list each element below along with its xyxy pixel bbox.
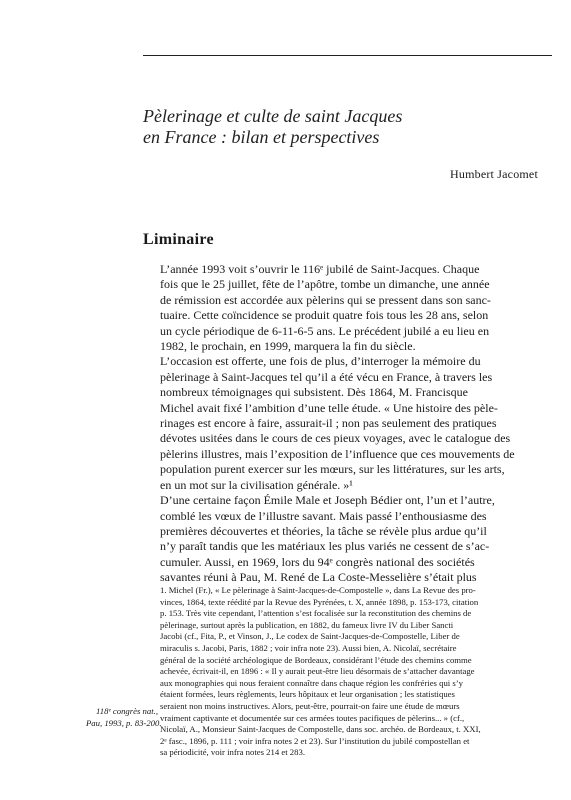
margin-citation-line-2: Pau, 1993, p. 83-200. — [86, 717, 162, 728]
body-text — [160, 262, 545, 586]
margin-citation-line-1: 118ᵉ congrès nat., — [96, 706, 158, 716]
footnote-line: seraient non moins instructives. Alors, peut-être, pourrait-on faire une étude de mœurs — [160, 700, 460, 711]
body-line: en un mot sur la civilisation générale. »¹ — [160, 477, 353, 492]
footnote-line: aux monographies qui nous feraient connaître dans chaque région les confréries qui s’y — [160, 677, 463, 688]
body-line: L’occasion est offerte, une fois de plus, d’interroger la mémoire du — [160, 354, 481, 369]
footnote-line: pèlerinage, surtout après la publication, en 1882, du fameux livre IV du Liber Sancti — [160, 619, 454, 630]
margin-citation — [86, 706, 162, 729]
body-line: de rémission est accordée aux pèlerins qui se pressent dans son sanc- — [160, 292, 491, 307]
footnote-line: p. 153. Très vite cependant, l’attention s’est focalisée sur la reconstitution des chemins de — [160, 608, 472, 619]
author-name: Humbert Jacomet — [450, 167, 538, 181]
body-line: population purent exercer sur les mœurs, sur les littératures, sur les arts, — [160, 462, 505, 477]
footnote-line: 2ᵉ fasc., 1896, p. 111 ; voir infra notes 2 et 23). Sur l’institution du jubilé compostellan et — [160, 735, 470, 746]
body-line: pèlerinage à Saint-Jacques tel qu’il a été vécu en France, à travers les — [160, 369, 493, 384]
body-line: savantes réuni à Pau, M. René de La Coste-Messelière s’était plus — [160, 570, 477, 585]
body-line: L’année 1993 voit s’ouvrir le 116ᵉ jubilé de Saint-Jacques. Chaque — [160, 262, 480, 276]
title-line-2: en France : bilan et perspectives — [143, 127, 380, 147]
footnote-line: 1. Michel (Fr.), « Le pèlerinage à Saint-Jacques-de-Compostelle », dans La Revue des pro- — [160, 585, 476, 595]
body-line: cumuler. Aussi, en 1969, lors du 94ᵉ congrès national des sociétés — [160, 554, 475, 569]
footnote-line: Nicolaï, A., Monsieur Saint-Jacques de Compostelle, dans soc. archéo. de Bordeaux, t. XXI, — [160, 724, 481, 735]
article-title — [143, 106, 543, 148]
footnote-line: vinces, 1864, texte réédité par la Revue des Pyrénées, t. X, année 1898, p. 153-173, citation — [160, 596, 479, 607]
header-rule — [143, 55, 552, 56]
footnote-line: vraiment captivante et documentée sur ces armées toutes pacifiques de pèlerins... » (cf., — [160, 712, 465, 723]
body-line: rinages est encore à faire, assurait-il ; non pas seulement des pratiques — [160, 416, 497, 431]
body-line: n’y paraît tandis que les matériaux les plus variés ne cessent de s’ac- — [160, 539, 490, 554]
body-line: dévotes usitées dans le cours de ces pieux voyages, avec le catalogue des — [160, 431, 511, 446]
body-line: Michel avait fixé l’ambition d’une telle étude. « Une histoire des pèle- — [160, 400, 498, 415]
body-line: nombreux témoignages qui subsistent. Dès 1864, M. Francisque — [160, 385, 468, 400]
footnote-line: achevée, écrivait-il, en 1896 : « Il y aurait peut-être lieu désormais de s’attacher davantage — [160, 666, 475, 677]
footnotes — [160, 585, 545, 759]
footnote-line: miraculis s. Jacobi, Paris, 1882 ; voir infra note 23). Aussi bien, A. Nicolaï, secrétaire — [160, 642, 457, 653]
body-line: pèlerins illustres, mais l’exposition de l’influence que ces mouvements de — [160, 446, 515, 461]
footnote-line: étaient formées, leurs règlements, leurs hôpitaux et leur organisation ; les statistiques — [160, 689, 455, 700]
body-line: premières découvertes et théories, la tâche se révèle plus ardue qu’il — [160, 523, 487, 538]
body-line: fois que le 25 juillet, fête de l’apôtre, tombe un dimanche, une année — [160, 277, 490, 292]
section-heading: Liminaire — [143, 231, 214, 248]
body-line: tuaire. Cette coïncidence se produit quatre fois tous les 28 ans, selon — [160, 308, 489, 323]
footnote-line: Jacobi (cf., Fita, P., et Vinson, J., Le codex de Saint-Jacques-de-Compostelle, Liber de — [160, 631, 460, 642]
body-line: comblé les vœux de l’illustre savant. Mais passé l’enthousiasme des — [160, 508, 487, 523]
footnote-line: général de la société archéologique de Bordeaux, considérant l’étude des chemins comme — [160, 654, 472, 665]
title-line-1: Pèlerinage et culte de saint Jacques — [143, 106, 403, 126]
footnote-line: sa périodicité, voir infra notes 214 et 283. — [160, 747, 305, 758]
body-line: un cycle périodique de 6-11-6-5 ans. Le précédent jubilé a eu lieu en — [160, 323, 490, 338]
body-line: D’une certaine façon Émile Male et Joseph Bédier ont, l’un et l’autre, — [160, 493, 495, 508]
body-line: 1982, le prochain, en 1999, marquera la fin du siècle. — [160, 339, 416, 354]
